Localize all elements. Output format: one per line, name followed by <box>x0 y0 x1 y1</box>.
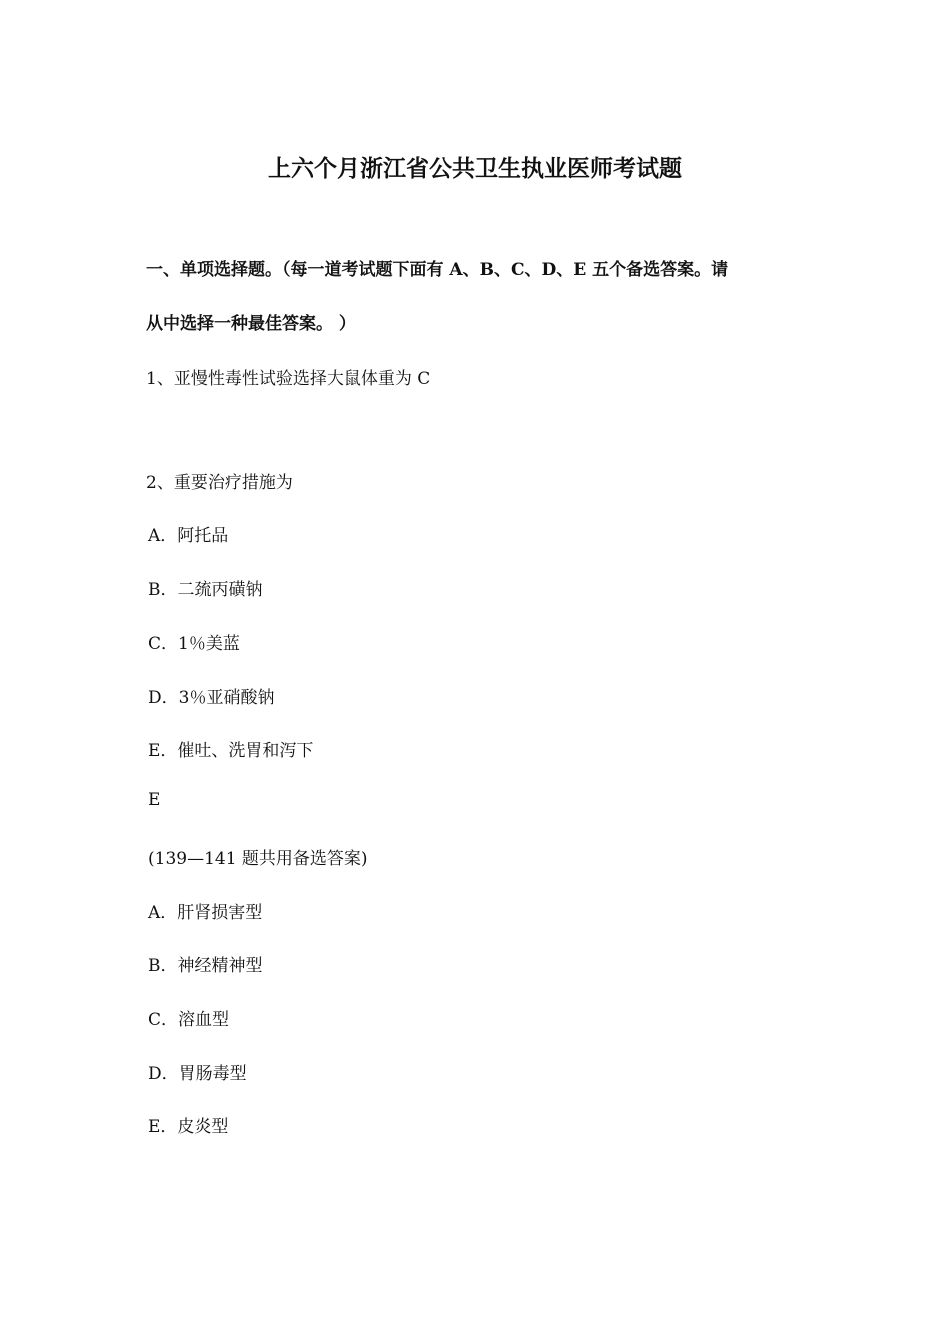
section-heading-line-2: 从中选择一种最佳答案。 ） <box>146 314 356 334</box>
option-d: D．3％亚硝酸钠 <box>148 688 275 708</box>
question-1: 1、亚慢性毒性试验选择大鼠体重为 C <box>146 369 431 389</box>
group-option-d: D．胃肠毒型 <box>148 1064 247 1084</box>
option-a: A．阿托品 <box>148 526 229 546</box>
option-b: B．二巯丙磺钠 <box>148 580 263 600</box>
group-note: (139—141 题共用备选答案) <box>148 849 368 869</box>
answer: E <box>148 790 161 810</box>
section-heading-line-1: 一、单项选择题。（每一道考试题下面有 A、B、C、D、E 五个备选答案。请 <box>146 260 729 280</box>
group-option-a: A．肝肾损害型 <box>148 903 263 923</box>
group-option-e: E．皮炎型 <box>148 1117 229 1137</box>
page-title: 上六个月浙江省公共卫生执业医师考试题 <box>268 155 682 182</box>
option-e: E．催吐、洗胃和泻下 <box>148 741 314 761</box>
question-2: 2、重要治疗措施为 <box>146 473 293 493</box>
group-option-b: B．神经精神型 <box>148 956 263 976</box>
option-c: C．1％美蓝 <box>148 634 240 654</box>
group-option-c: C．溶血型 <box>148 1010 230 1030</box>
